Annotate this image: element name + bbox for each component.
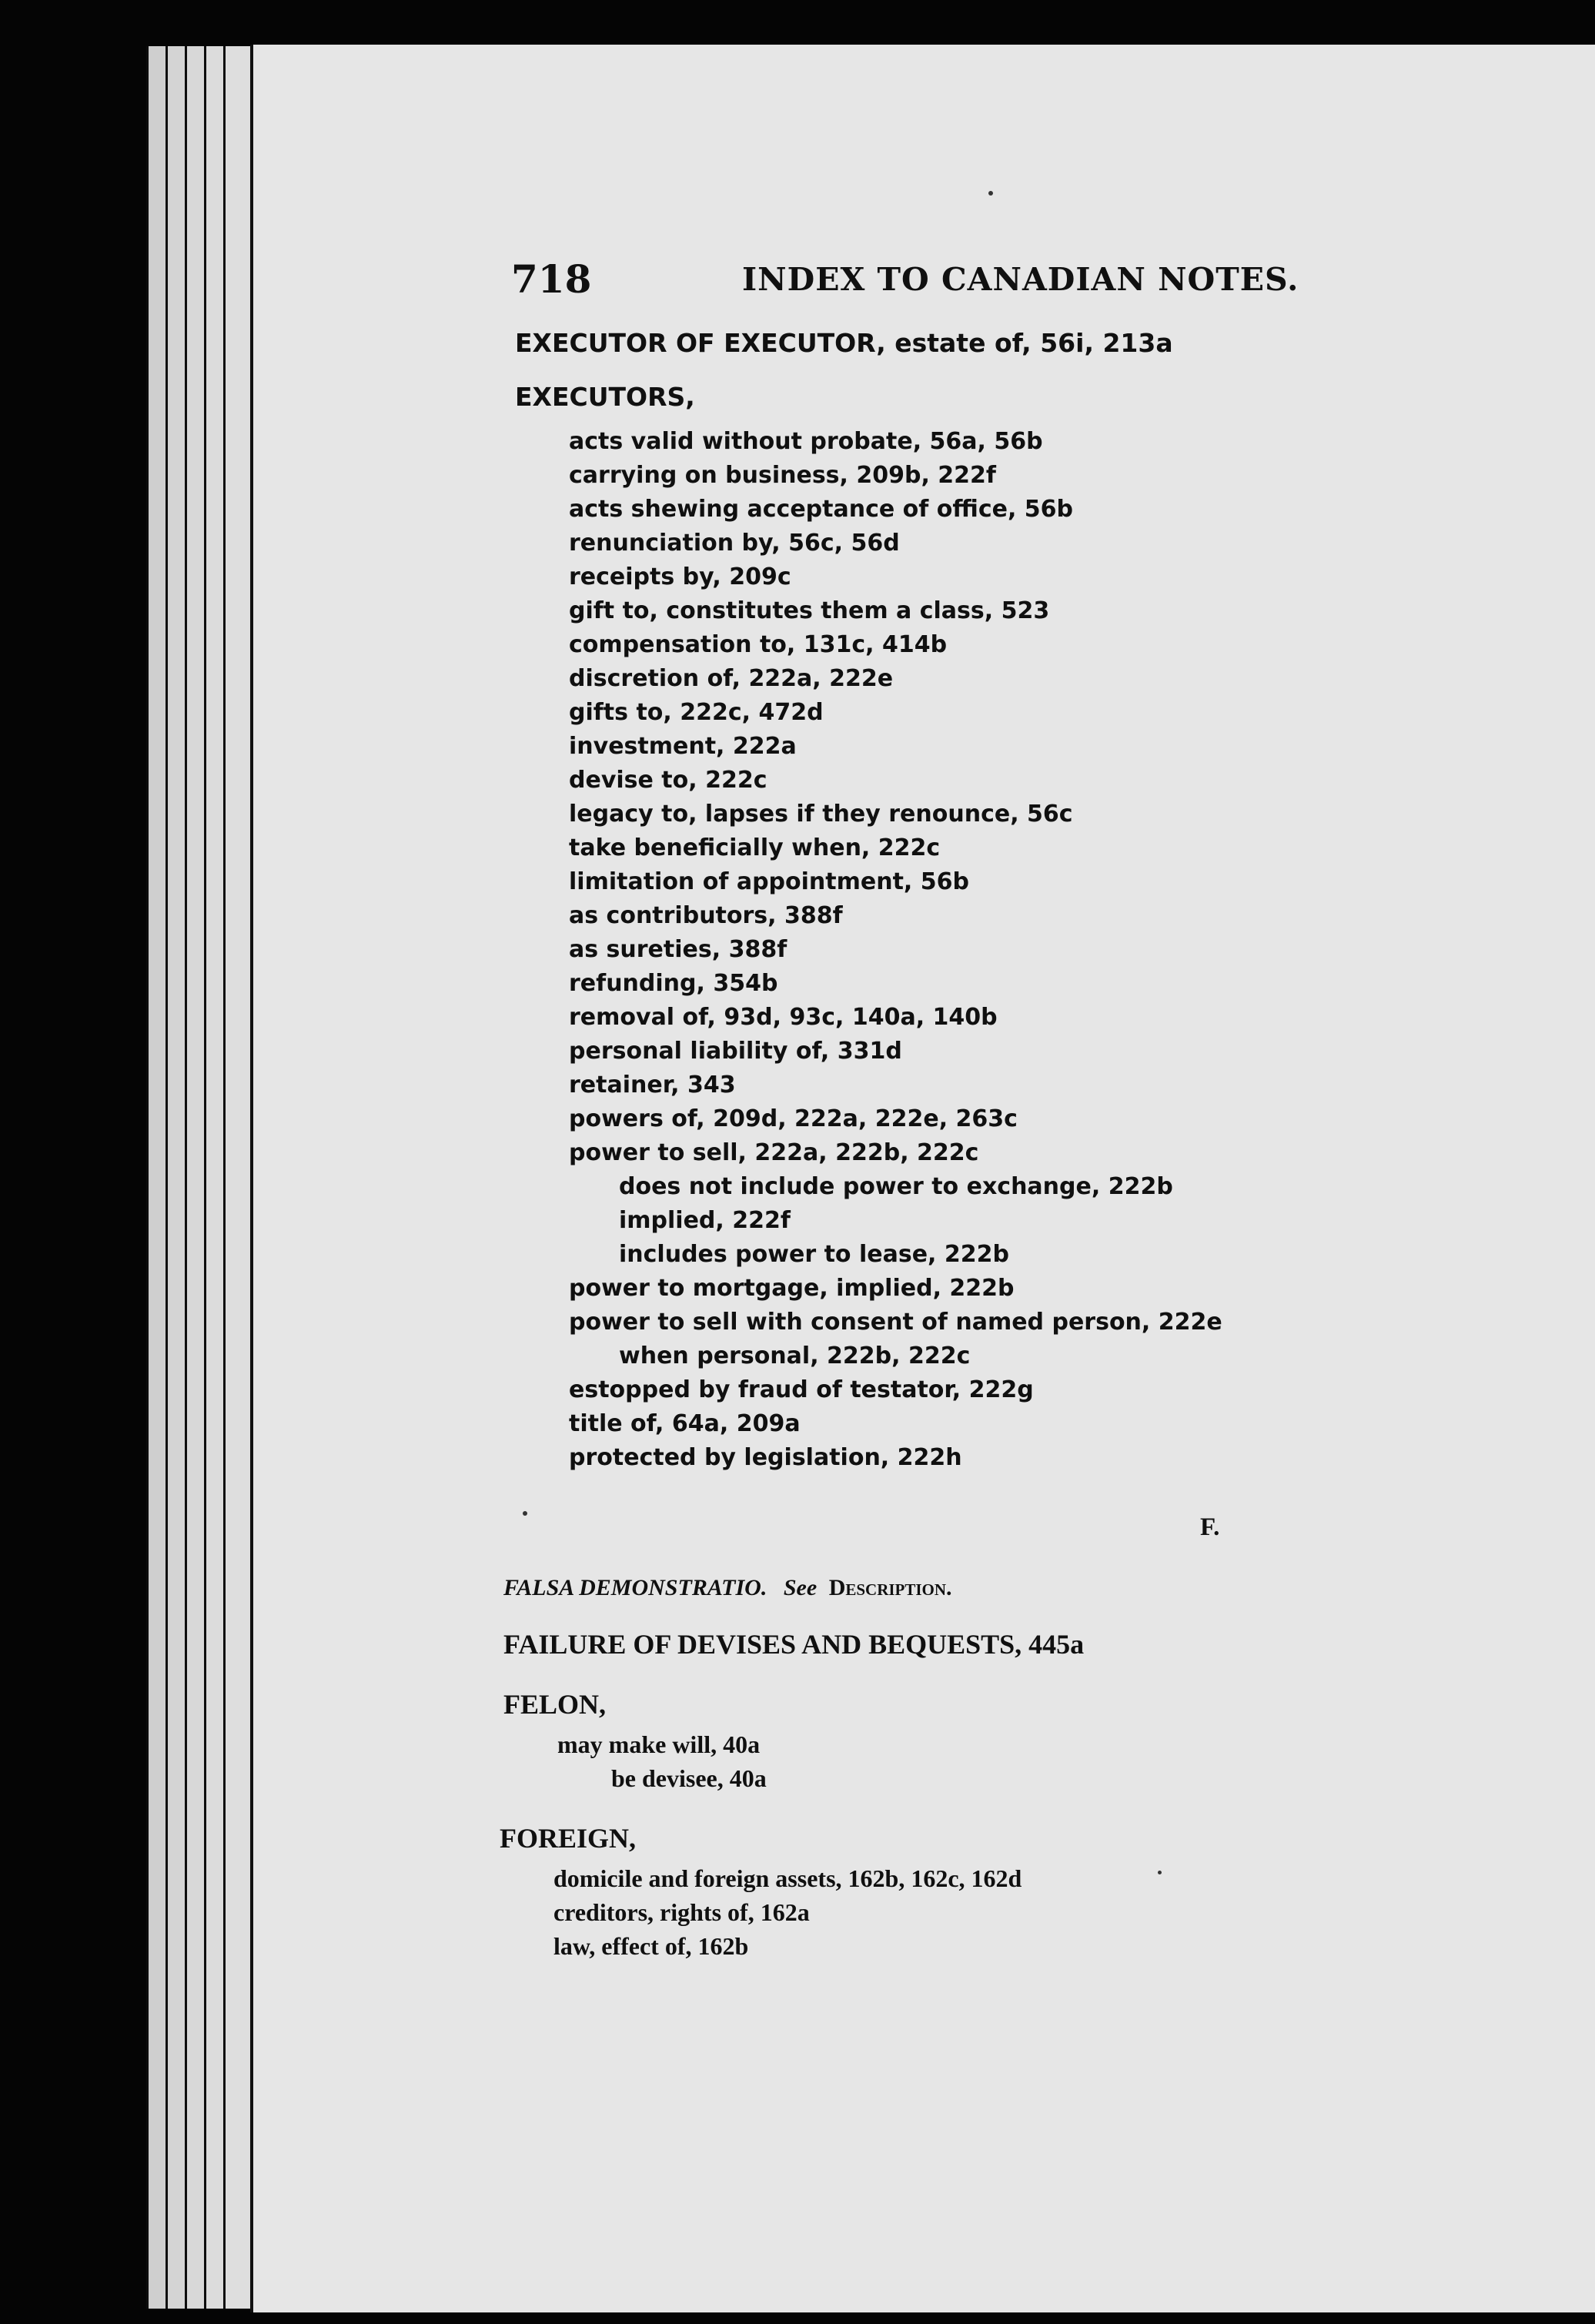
index-item: limitation of appointment, 56b [569,868,969,895]
index-item: power to sell with consent of named person, 222e [569,1309,1222,1336]
index-item: discretion of, 222a, 222e [569,665,894,692]
index-item: renunciation by, 56c, 56d [569,530,900,557]
index-item: compensation to, 131c, 414b [569,631,948,658]
index-subitem: be devisee, 40a [611,1764,767,1792]
scan-speck [1158,1871,1162,1874]
index-subitem: includes power to lease, 222b [619,1241,1009,1268]
index-heading: FELON, [503,1689,607,1720]
scan-speck [523,1511,527,1516]
index-subitem: implied, 222f [619,1207,791,1234]
book-page [250,45,1595,2312]
index-heading: EXECUTOR OF EXECUTOR, estate of, 56i, 213a [515,328,1173,358]
index-item: protected by legislation, 222h [569,1444,962,1471]
index-item: gifts to, 222c, 472d [569,699,824,726]
index-heading-falsa [503,1575,952,1601]
index-item: powers of, 209d, 222a, 222e, 263c [569,1105,1018,1132]
index-item: title of, 64a, 209a [569,1410,801,1437]
index-item: legacy to, lapses if they renounce, 56c [569,801,1073,828]
index-item: devise to, 222c [569,767,767,794]
index-item: as contributors, 388f [569,902,843,929]
index-heading: FOREIGN, [500,1823,637,1854]
page-number: 718 [511,256,592,302]
index-heading: EXECUTORS, [515,382,695,412]
index-item: investment, 222a [569,733,797,760]
index-item: creditors, rights of, 162a [553,1898,810,1926]
index-subitem: does not include power to exchange, 222b [619,1173,1173,1200]
index-item: receipts by, 209c [569,563,791,590]
index-subitem: when personal, 222b, 222c [619,1343,971,1369]
index-item: take beneficially when, 222c [569,834,941,861]
falsa-term: FALSA DEMONSTRATIO. [503,1575,767,1600]
index-item: personal liability of, 331d [569,1038,902,1065]
index-item: law, effect of, 162b [553,1932,749,1960]
index-item: gift to, constitutes them a class, 523 [569,597,1050,624]
section-letter: F. [1200,1513,1220,1541]
index-item: acts shewing acceptance of office, 56b [569,496,1074,523]
index-item: may make will, 40a [557,1730,761,1758]
index-item: domicile and foreign assets, 162b, 162c, 162d [553,1864,1022,1892]
index-item: removal of, 93d, 93c, 140a, 140b [569,1004,998,1031]
index-item: acts valid without probate, 56a, 56b [569,428,1043,455]
index-item: power to sell, 222a, 222b, 222c [569,1139,979,1166]
index-item: carrying on business, 209b, 222f [569,462,996,489]
see-label: See [783,1575,818,1600]
see-reference: Description. [828,1575,952,1600]
index-heading: FAILURE OF DEVISES AND BEQUESTS, 445a [503,1629,1085,1660]
page-title: INDEX TO CANADIAN NOTES. [742,261,1299,298]
index-item: as sureties, 388f [569,936,787,963]
index-item: power to mortgage, implied, 222b [569,1275,1015,1302]
scan-speck [988,191,993,196]
index-item: refunding, 354b [569,970,778,997]
index-item: retainer, 343 [569,1072,736,1098]
index-item: estopped by fraud of testator, 222g [569,1376,1034,1403]
